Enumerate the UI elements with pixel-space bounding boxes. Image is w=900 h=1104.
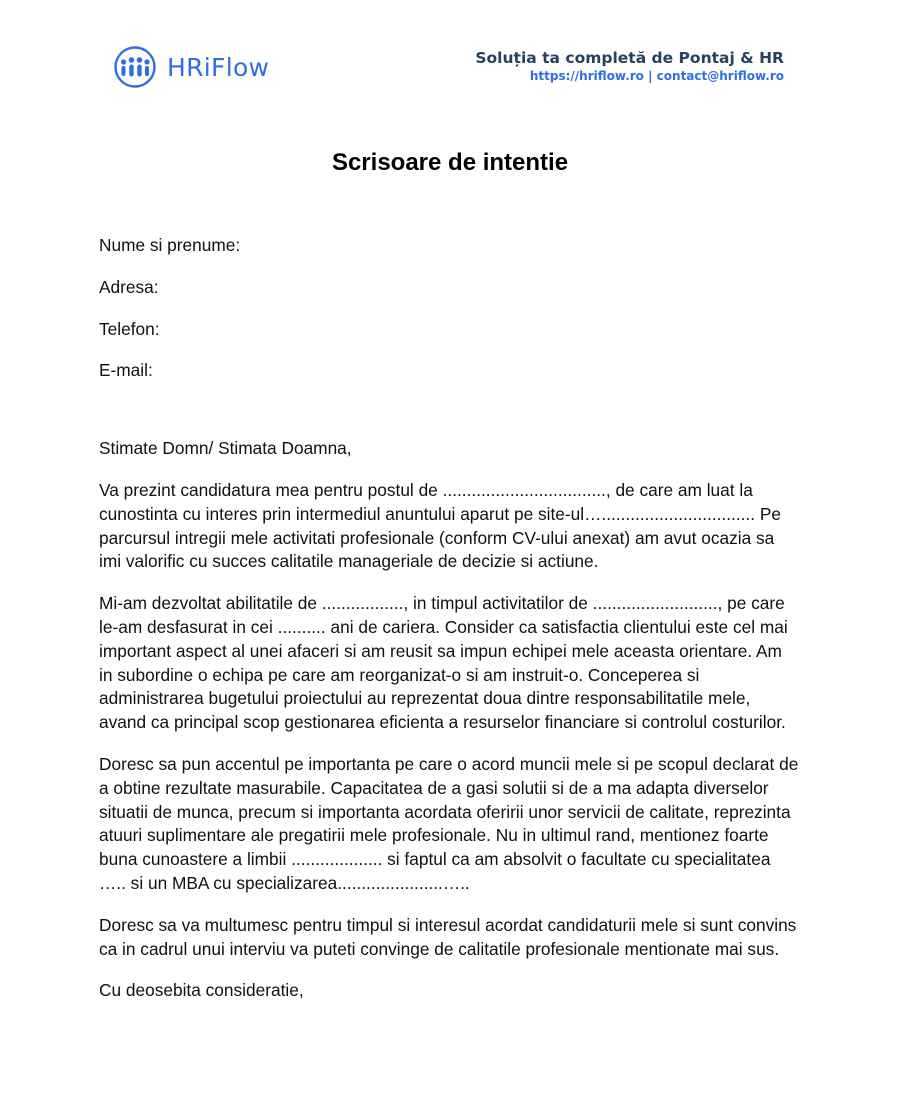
- logo-wordmark: HRiFlow: [167, 52, 270, 82]
- field-phone: Telefon:: [99, 318, 160, 339]
- paragraph-qualities: Doresc sa pun accentul pe importanta pe care o acord muncii mele si pe scopul declarat de a obtine rezultate masurabile. Capacitatea de a gasi solutii si de a ma adapta diverselor situatii de munca, precum si importanta acordata oferirii unor servicii de calitate, reprezinta atuuri suplimentare ale pregatirii mele profesionale. Nu in ultimul rand, mentionez foarte buna cunoastere a limbii ................... si faptul ca am absolvit o facultate cu specialitatea ….. si un MBA cu specializarea......................…..: [99, 753, 799, 893]
- document-header: [0, 0, 900, 110]
- document-title: Scrisoare de intentie: [331, 149, 569, 176]
- paragraph-thanks: Doresc sa va multumesc pentru timpul si interesul acordat candidaturii mele si sunt convins ca in cadrul unui interviu va puteti convinge de calitatile profesionale mentionate mai sus.: [99, 914, 797, 959]
- people-group-icon: [111, 46, 159, 88]
- header-tagline-block: [475, 48, 784, 84]
- field-name: Nume si prenume:: [99, 235, 241, 255]
- contact-line: https://hriflow.ro | contact@hriflow.ro: [529, 69, 784, 83]
- field-address: Adresa:: [99, 276, 159, 297]
- paragraph-skills: Mi-am dezvoltat abilitatile de ................., in timpul activitatilor de .........................., pe care le-am desfasurat in cei .......... ani de cariera. Consider ca satisfactia clientului este cel mai important aspect al unei afaceri si am reusit sa impun echipei mele aceasta orientare. Am in subordine o echipa pe care am reorganizat-o si am instruit-o. Conceperea si administrarea bugetului proiectului au reprezentat doua dintre responsabilitatile mele, avand ca principal scop gestionarea eficienta a resurselor financiare si controlul costurilor.: [99, 593, 788, 733]
- paragraph-intro: Va prezint candidatura mea pentru postul de .................................., de care am luat la cunostinta cu interes prin intermediul anuntului aparut pe site-ul…................................ Pe parcursul intregii mele activitati profesionale (conform CV-ului anexat) am avut ocazia sa imi valorific cu succes calitatile manageriale de decizie si actiune.: [99, 479, 781, 572]
- salutation: Stimate Domn/ Stimata Doamna,: [99, 438, 352, 459]
- field-email: E-mail:: [99, 360, 153, 381]
- brand-logo: [111, 46, 269, 88]
- tagline: Soluția ta completă de Pontaj & HR: [475, 49, 784, 67]
- closing-line: Cu deosebita consideratie,: [99, 980, 304, 1001]
- letter-body: [99, 234, 799, 1003]
